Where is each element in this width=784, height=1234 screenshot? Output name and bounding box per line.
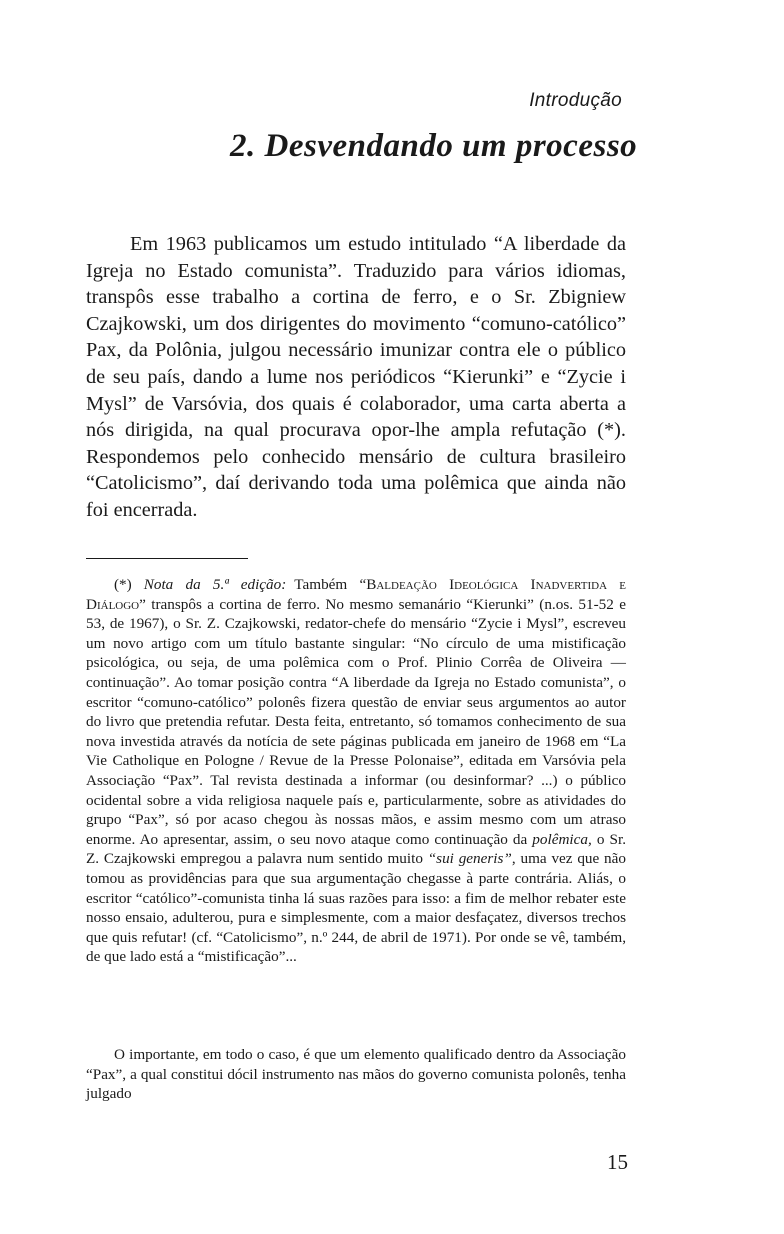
footnote-emphasis-sui-generis: “sui generis” xyxy=(427,850,512,868)
footnote-text-c: o Sr. Z. Czajkowski empregou a palavra num sentido muito xyxy=(86,830,626,868)
footnote-paragraph xyxy=(86,575,626,967)
section-title: 2. Desvendando um processo xyxy=(230,128,638,164)
footnote-paragraph-continued: O importante, em todo o caso, é que um elemento qualificado dentro da Associação “Pax”, a qual constitui dócil instrumento nas mãos do governo comunista polonês, tenha julgado xyxy=(86,1046,626,1103)
footnote-marker: (*) xyxy=(114,576,132,593)
body-paragraph: Em 1963 publicamos um estudo intitulado “A liberdade da Igreja no Estado comunista”. Traduzido para vários idiomas, transpôs esse trabalho a cortina de ferro, e o Sr. Zbigniew Czajkowski, um dos dirigentes do movimento “comuno-católico” Pax, da Polônia, julgou necessário imunizar contra ele o público de seu país, dando a lume nos periódicos “Kierunki” e “Zycie i Mysl” de Varsóvia, dos quais é colaborador, uma carta aberta a nós dirigida, na qual procurava opor-lhe ampla refutação (*). Respondemos pelo conhecido mensário de cultura brasileiro “Catolicismo”, daí derivando toda uma polêmica que ainda não foi encerrada. xyxy=(86,233,626,521)
footnote-text-d: , uma vez que não tomou as providências para que sua argumentação chegasse à parte contrária. Aliás, o escritor “católico”-comunista tinha lá suas razões para isso: a fim de melhor rebater este nosso ensaio, adulterou, pura e simplesmente, com a maior desfaçatez, diversos trechos que quis refutar! (cf. “Catolicismo”, n.º 244, de abril de 1971). Por onde se vê, também, de que lado está a “mistificação”... xyxy=(86,850,626,966)
footnote-label: Nota da 5.ª edição: xyxy=(143,576,287,593)
footnote-text-a: Também “ xyxy=(294,576,367,593)
running-head: Introdução xyxy=(529,90,622,111)
footnote-divider xyxy=(86,558,248,559)
footnote-text-b: ” transpôs a cortina de ferro. No mesmo semanário “Kierunki” (n.os. 51-52 e 53, de 1967), o Sr. Z. Czajkowski, redator-chefe do mensário “Zycie i Mysl”, escreveu um novo artigo com um título bastante singular: “No círculo de uma mistificação psicológica, ou seja, de uma polêmica com o Prof. Plinio Corrêa de Oliveira — continuação”. Ao tomar posição contra “A liberdade da Igreja no Estado comunista”, o escritor “comuno-católico” polonês fizera questão de enviar seus argumentos ao autor do livro que pretendia refutar. Desta feita, entretanto, só tomamos conhecimento de sua nova investida através da notícia de sete páginas publicada em janeiro de 1968 em “La Vie Catholique en Pologne / Revue de la Presse Polonaise”, editada em Varsóvia pela Associação “Pax”. Tal revista destinada a informar (ou desinformar? ...) o público ocidental sobre a vida religiosa naquele país e, particularmente, sobre as atividades do grupo “Pax”, só por acaso chegou às nossas mãos, e assim mesmo com um atraso enorme. Ao apresentar, assim, o seu novo ataque como continuação da xyxy=(86,595,626,848)
book-title-smallcaps: Baldeação Ideológica Inadvertida e Diálogo xyxy=(86,576,626,613)
footnote-emphasis-polemica: polêmica, xyxy=(532,830,592,848)
page-number: 15 xyxy=(607,1150,628,1174)
